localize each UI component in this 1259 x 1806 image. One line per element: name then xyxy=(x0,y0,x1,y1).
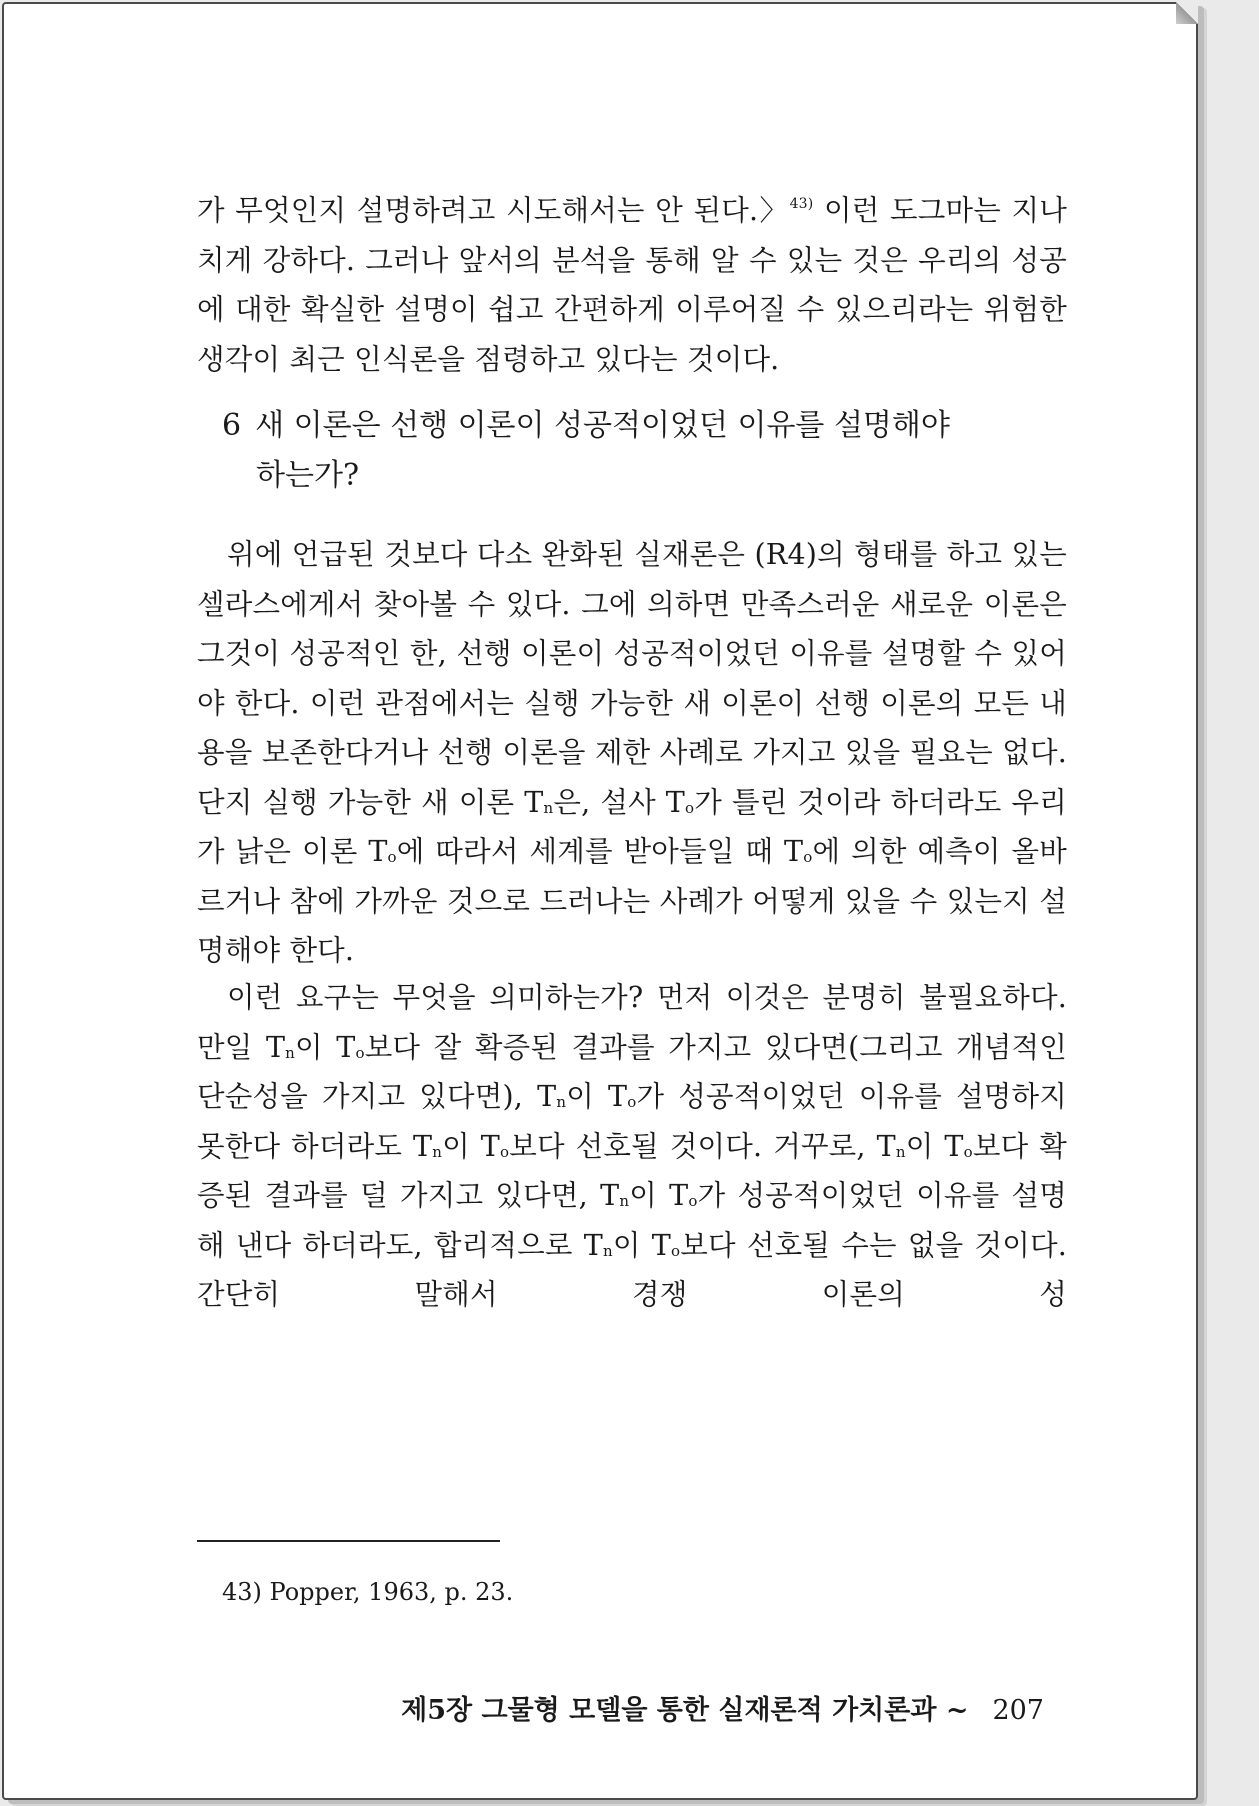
sub-n: n xyxy=(602,1241,613,1260)
section-number: 6 xyxy=(222,408,242,443)
sub-o: o xyxy=(627,1093,637,1111)
footnote-ref-43: 43) xyxy=(789,196,814,212)
sub-n: n xyxy=(895,1142,906,1161)
p3-m: 보다 선호될 수는 없을 것이다. 간단히 말해서 경쟁 이론의 성 xyxy=(197,1228,1068,1311)
sub-o: o xyxy=(685,798,695,817)
p2-e: 에 의한 예측이 올바르거나 참에 가까운 것으로 드러나는 사례가 어떻게 있을 수 있는지 설명해야 한다. xyxy=(197,835,1067,967)
footnote-43: 43) Popper, 1963, p. 23. xyxy=(222,1578,514,1606)
sub-o: o xyxy=(688,1192,698,1210)
sub-n: n xyxy=(543,798,554,817)
sub-n: n xyxy=(432,1142,443,1161)
p2-b: 은, 설사 T xyxy=(553,785,686,819)
p3-i: 보다 확증된 결과를 덜 가지고 있다면, T xyxy=(197,1129,1068,1212)
paragraph-opening-rest: 이런 도그마는 지나치게 강하다. 그러나 앞서의 분석을 통해 알 수 있는 것은 우리의 성공에 대한 확실한 설명이 쉽고 간편하게 이루어질 수 있으리라는 위험한 생각이 최근 인식론을 점령하고 있다는 것이다. xyxy=(197,194,1067,376)
p3-j: 이 T xyxy=(629,1179,689,1212)
p3-k: 가 성공적이었던 이유를 설명해 낸다 하더라도, 합리적으로 T xyxy=(197,1179,1067,1262)
p3-l: 이 T xyxy=(612,1228,671,1262)
p3-a: 이런 요구는 무엇을 의미하는가? 먼저 이것은 분명히 불필요하다. 만일 T xyxy=(197,981,1067,1064)
sub-o: o xyxy=(963,1142,973,1161)
sub-o: o xyxy=(387,848,397,866)
paragraph-opening-text: 가 무엇인지 설명하려고 시도해서는 안 된다.〉 xyxy=(197,194,790,227)
running-footer xyxy=(344,1694,1044,1728)
p2-c: 가 틀린 것이라 하더라도 우리가 낡은 이론 T xyxy=(197,785,1067,868)
paragraph-sellars xyxy=(197,530,1067,976)
sub-n: n xyxy=(619,1192,630,1210)
section-title-line1: 새 이론은 선행 이론이 성공적이었던 이유를 설명해야 xyxy=(255,408,950,443)
paragraph-opening xyxy=(197,186,1067,384)
p3-b: 이 T xyxy=(295,1030,356,1064)
section-title-line2: 하는가? xyxy=(256,458,360,493)
sub-n: n xyxy=(285,1043,296,1062)
p2-d: 에 따라서 세계를 받아들일 때 T xyxy=(396,835,804,868)
p2-a: 위에 언급된 것보다 다소 완화된 실재론은 (R4)의 형태를 하고 있는 셀라스에게서 찾아볼 수 있다. 그에 의하면 만족스러운 새로운 이론은 그것이 성공적인 한, 선행 이론이 성공적이었던 이유를 설명할 수 있어야 한다. 이런 관점에서는 실행 가능한 새 이론이 선행 이론의 모든 내용을 보존한다거나 선행 이론을 제한 사례로 가지고 있을 필요는 없다. 단지 실행 가능한 새 이론 T xyxy=(197,538,1067,819)
p3-g: 보다 선호될 것이다. 거꾸로, T xyxy=(509,1129,896,1163)
sub-n: n xyxy=(556,1093,567,1111)
p3-f: 이 T xyxy=(442,1129,501,1163)
p3-e: 가 성공적이었던 이유를 설명하지 못한다 하더라도 T xyxy=(197,1080,1067,1163)
sub-o: o xyxy=(803,848,813,866)
page-corner-fold xyxy=(1176,2,1198,24)
sub-o: o xyxy=(355,1043,365,1062)
p3-h: 이 T xyxy=(905,1129,964,1163)
paragraph-requirement xyxy=(197,973,1067,1320)
p3-c: 보다 잘 확증된 결과를 가지고 있다면(그리고 개념적인 단순성을 가지고 있다면), T xyxy=(197,1030,1067,1113)
book-page xyxy=(2,2,1198,1800)
page-number: 207 xyxy=(992,1695,1044,1726)
sub-o: o xyxy=(671,1241,681,1260)
footnote-divider xyxy=(197,1540,500,1542)
sub-o: o xyxy=(500,1142,510,1161)
p3-d: 이 T xyxy=(566,1080,628,1113)
running-title: 제5장 그물형 모델을 통한 실재론적 가치론과 ~ xyxy=(401,1695,969,1726)
section-heading xyxy=(222,401,1072,501)
